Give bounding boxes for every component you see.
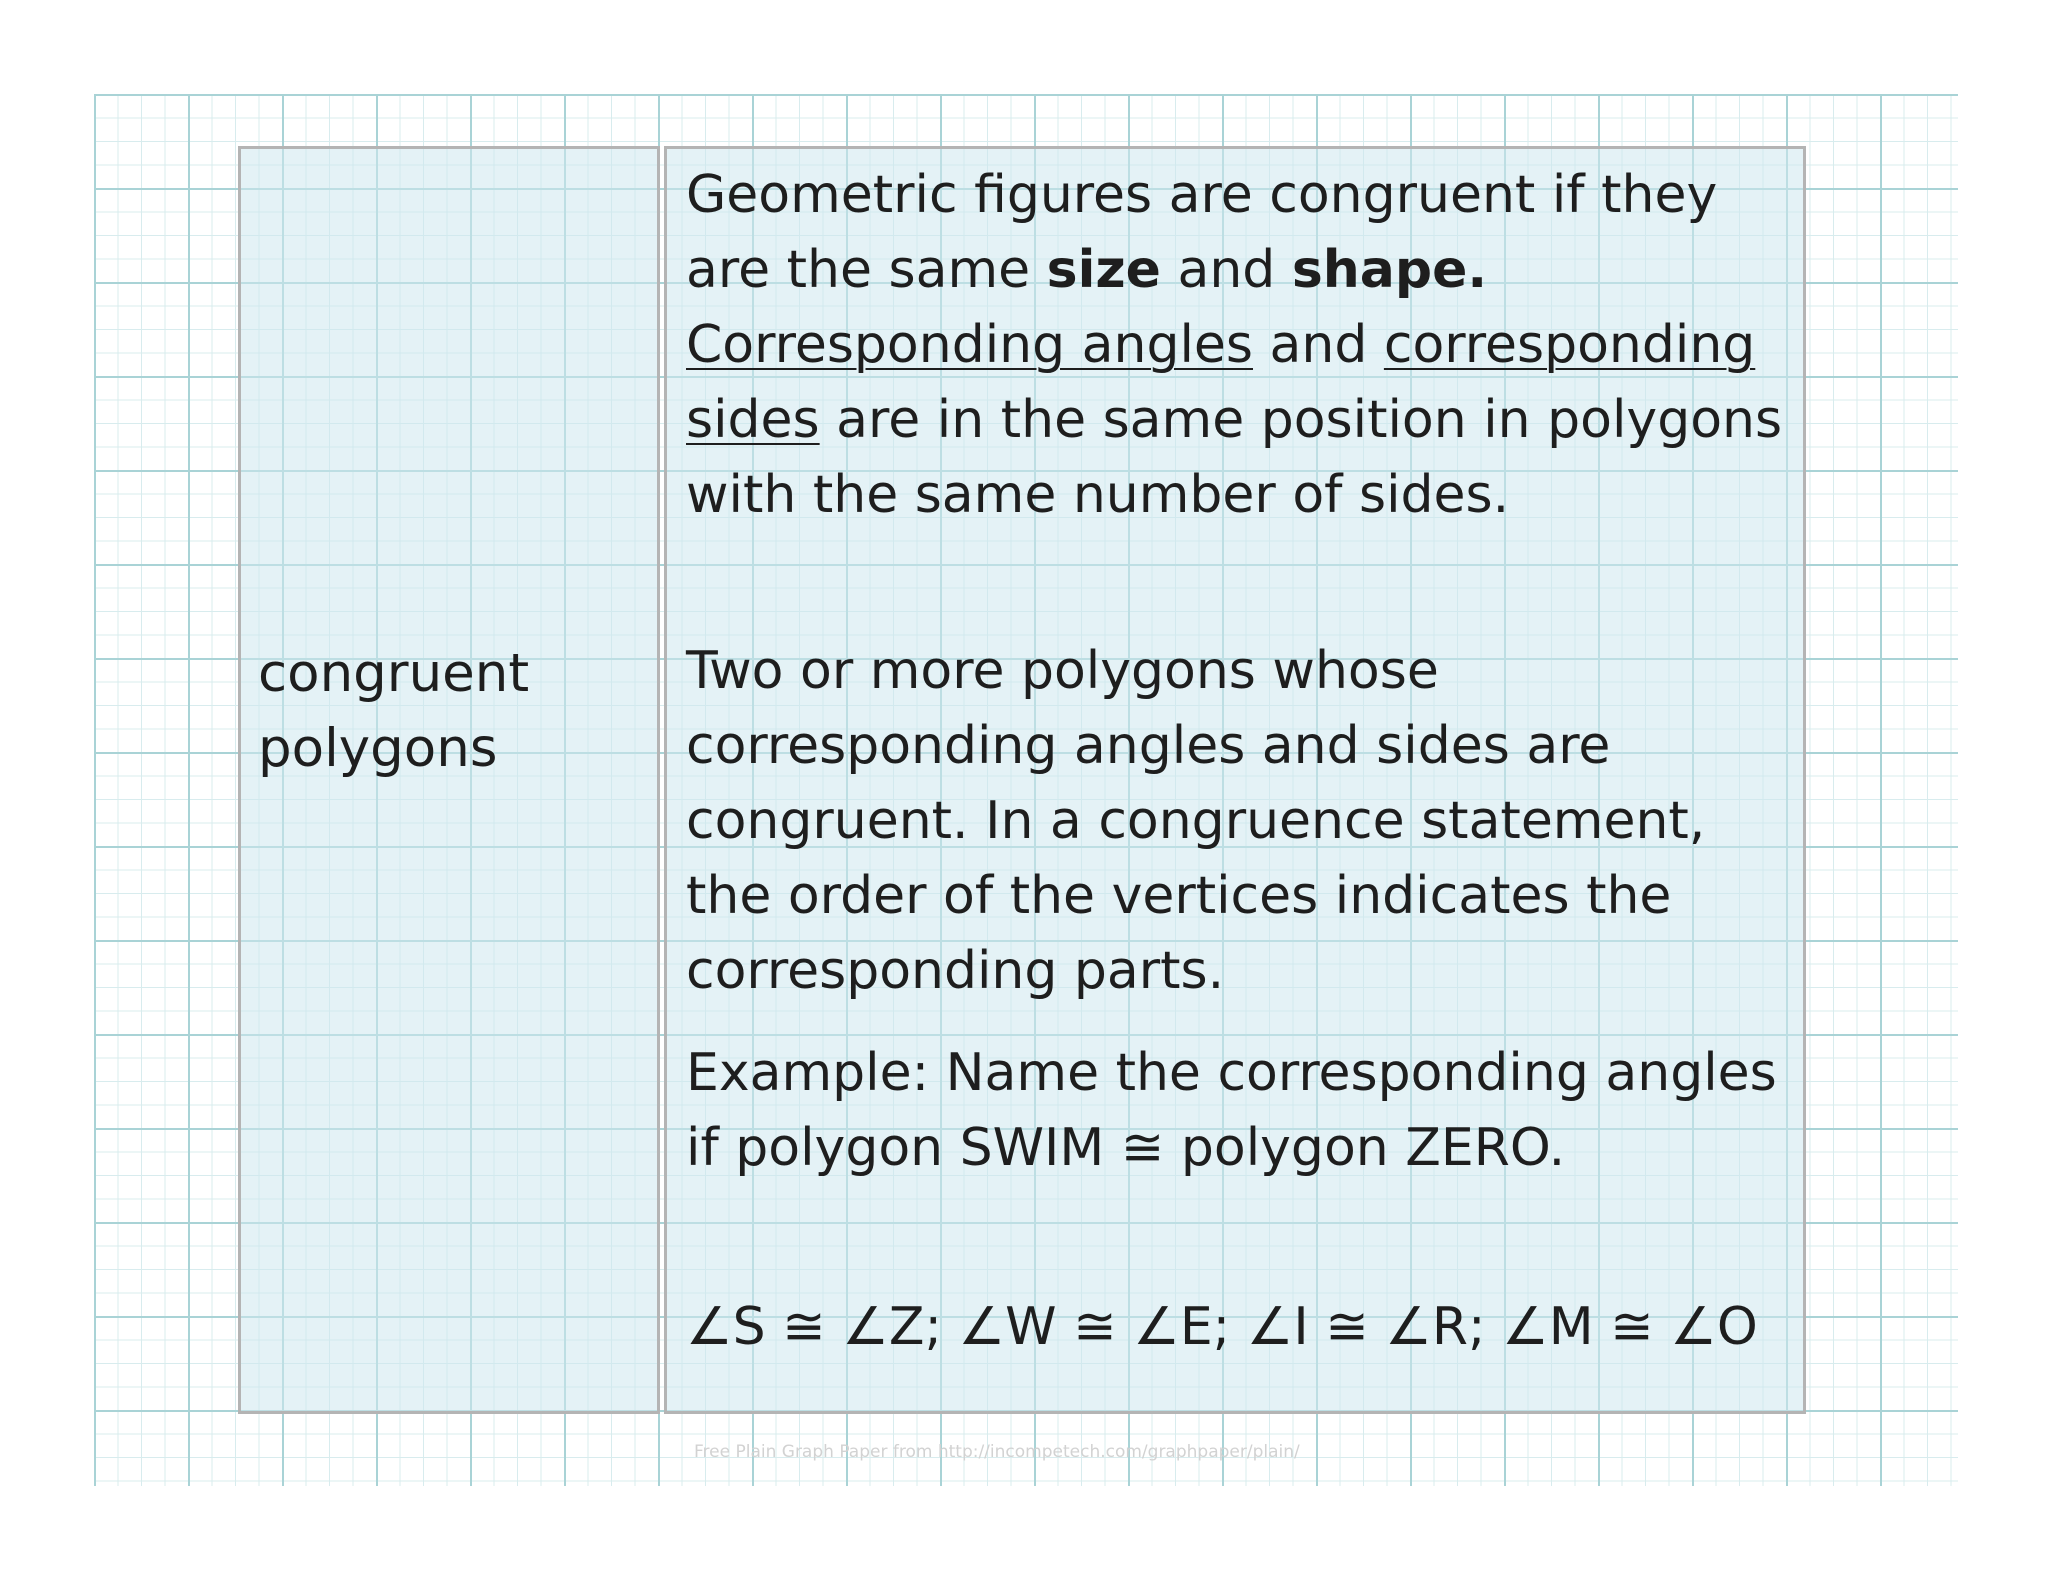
definition-text-connector: and — [1160, 240, 1292, 300]
example-answer: ∠S ≅ ∠Z; ∠W ≅ ∠E; ∠I ≅ ∠R; ∠M ≅ ∠O — [686, 1297, 1758, 1357]
definition-text: Geometric figures are congruent if they are the same — [686, 165, 1718, 300]
bold-term-shape: shape. — [1291, 240, 1488, 300]
vocabulary-term — [258, 636, 638, 786]
congruent-polygons-definition: Two or more polygons whose corresponding angles and sides are congruent. In a congruence statement, the order of the vertices indicates the corresponding parts. — [686, 641, 1706, 1001]
example-prompt: Example: Name the corresponding angles if polygon SWIM ≅ polygon ZERO. — [686, 1043, 1777, 1178]
bold-term-size: size — [1046, 240, 1161, 300]
underlined-term-corresponding-sides: corresponding sides — [686, 315, 1756, 450]
underlined-term-corresponding-angles: Corresponding angles — [686, 315, 1253, 375]
definition-text-connector-2: and — [1253, 315, 1384, 375]
graph-paper-credit: Free Plain Graph Paper from http://incompetech.com/graphpaper/plain/ — [694, 1442, 1300, 1462]
definition-text-end: are in the same position in polygons with the same number of sides. — [686, 390, 1783, 525]
term-line-1: congruent — [258, 643, 530, 704]
definition-paragraph — [686, 158, 1796, 533]
term-line-2: polygons — [258, 718, 498, 779]
